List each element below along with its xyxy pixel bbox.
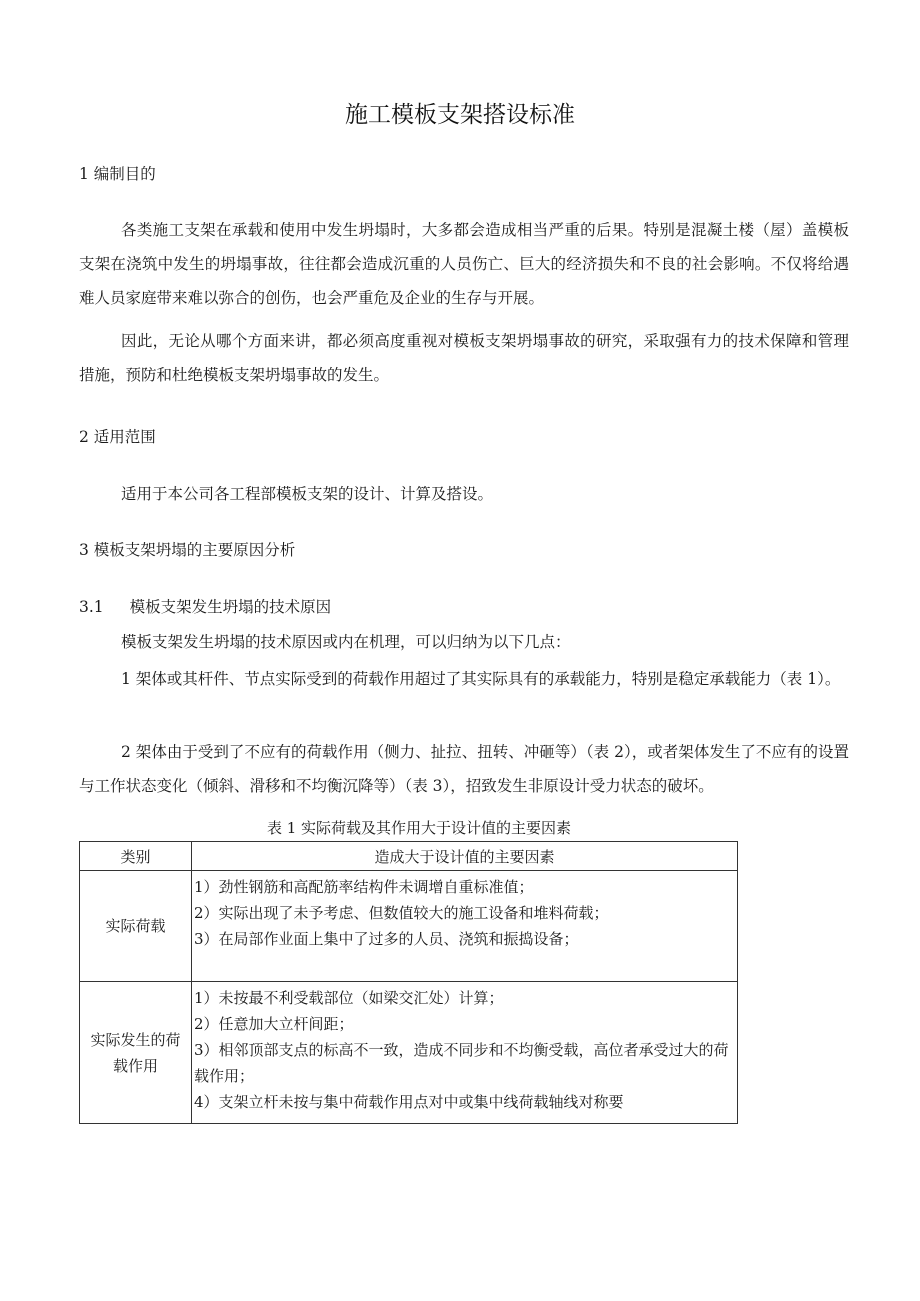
page-title: 施工模板支架搭设标准 [345, 102, 575, 128]
section-3-paragraph-1: 模板支架发生坍塌的技术原因或内在机理，可以归纳为以下几点： [121, 633, 571, 651]
list-item: 3）在局部作业面上集中了过多的人员、浇筑和振捣设备； [194, 930, 579, 948]
section-2-heading: 2 适用范围 [79, 428, 156, 446]
list-item: 2）任意加大立杆间距； [194, 1015, 354, 1033]
section-3-paragraph-3: 2 架体由于受到了不应有的荷载作用（侧力、扯拉、扭转、冲砸等）（表 2），或者架体发生了不应有的设置与工作状态变化（倾斜、滑移和不均衡沉降等）（表 3），招致发生非原设计受力状态的破坏。 [79, 743, 849, 795]
subsection-number: 3.1 [79, 598, 104, 616]
table-cell-category: 实际荷载 [80, 871, 192, 982]
table-cell-items [192, 982, 738, 1124]
section-3-heading: 3 模板支架坍塌的主要原因分析 [79, 541, 296, 559]
table-header-row [80, 842, 738, 871]
section-3-paragraph-2: 1 架体或其杆件、节点实际受到的荷载作用超过了其实际具有的承载能力，特别是稳定承载能力（表 1）。 [121, 670, 841, 688]
section-1-paragraph-1: 各类施工支架在承载和使用中发生坍塌时，大多都会造成相当严重的后果。特别是混凝土楼（屋）盖模板支架在浇筑中发生的坍塌事故，往往都会造成沉重的人员伤亡、巨大的经济损失和不良的社会影响。不仅将给遇难人员家庭带来难以弥合的创伤，也会严重危及企业的生存与开展。 [79, 221, 849, 307]
subsection-3-1-heading [79, 597, 331, 617]
section-1-heading: 1 编制目的 [79, 165, 156, 183]
table-header-category: 类别 [80, 842, 192, 871]
section-1-paragraph-2: 因此，无论从哪个方面来讲，都必须高度重视对模板支架坍塌事故的研究，采取强有力的技术保障和管理措施，预防和杜绝模板支架坍塌事故的发生。 [79, 332, 849, 384]
table-row [80, 871, 738, 982]
table-header-factors: 造成大于设计值的主要因素 [192, 842, 738, 871]
list-item: 2）实际出现了未予考虑、但数值较大的施工设备和堆料荷载； [194, 904, 609, 922]
table-row [80, 982, 738, 1124]
list-item: 1）劲性钢筋和高配筋率结构件未调增自重标准值； [194, 878, 534, 896]
list-item: 4）支架立杆未按与集中荷载作用点对中或集中线荷载轴线对称要 [194, 1093, 624, 1111]
section-2-paragraph-1: 适用于本公司各工程部模板支架的设计、计算及搭设。 [121, 485, 494, 503]
table-1 [79, 841, 738, 1124]
table-cell-items [192, 871, 738, 982]
table-1-caption: 表 1 实际荷载及其作用大于设计值的主要因素 [266, 819, 572, 837]
list-item: 1）未按最不利受载部位（如梁交汇处）计算； [194, 989, 504, 1007]
table-cell-category: 实际发生的荷载作用 [80, 982, 192, 1124]
subsection-title: 模板支架发生坍塌的技术原因 [129, 598, 332, 616]
list-item: 3）相邻顶部支点的标高不一致，造成不同步和不均衡受载，高位者承受过大的荷载作用； [194, 1041, 729, 1085]
